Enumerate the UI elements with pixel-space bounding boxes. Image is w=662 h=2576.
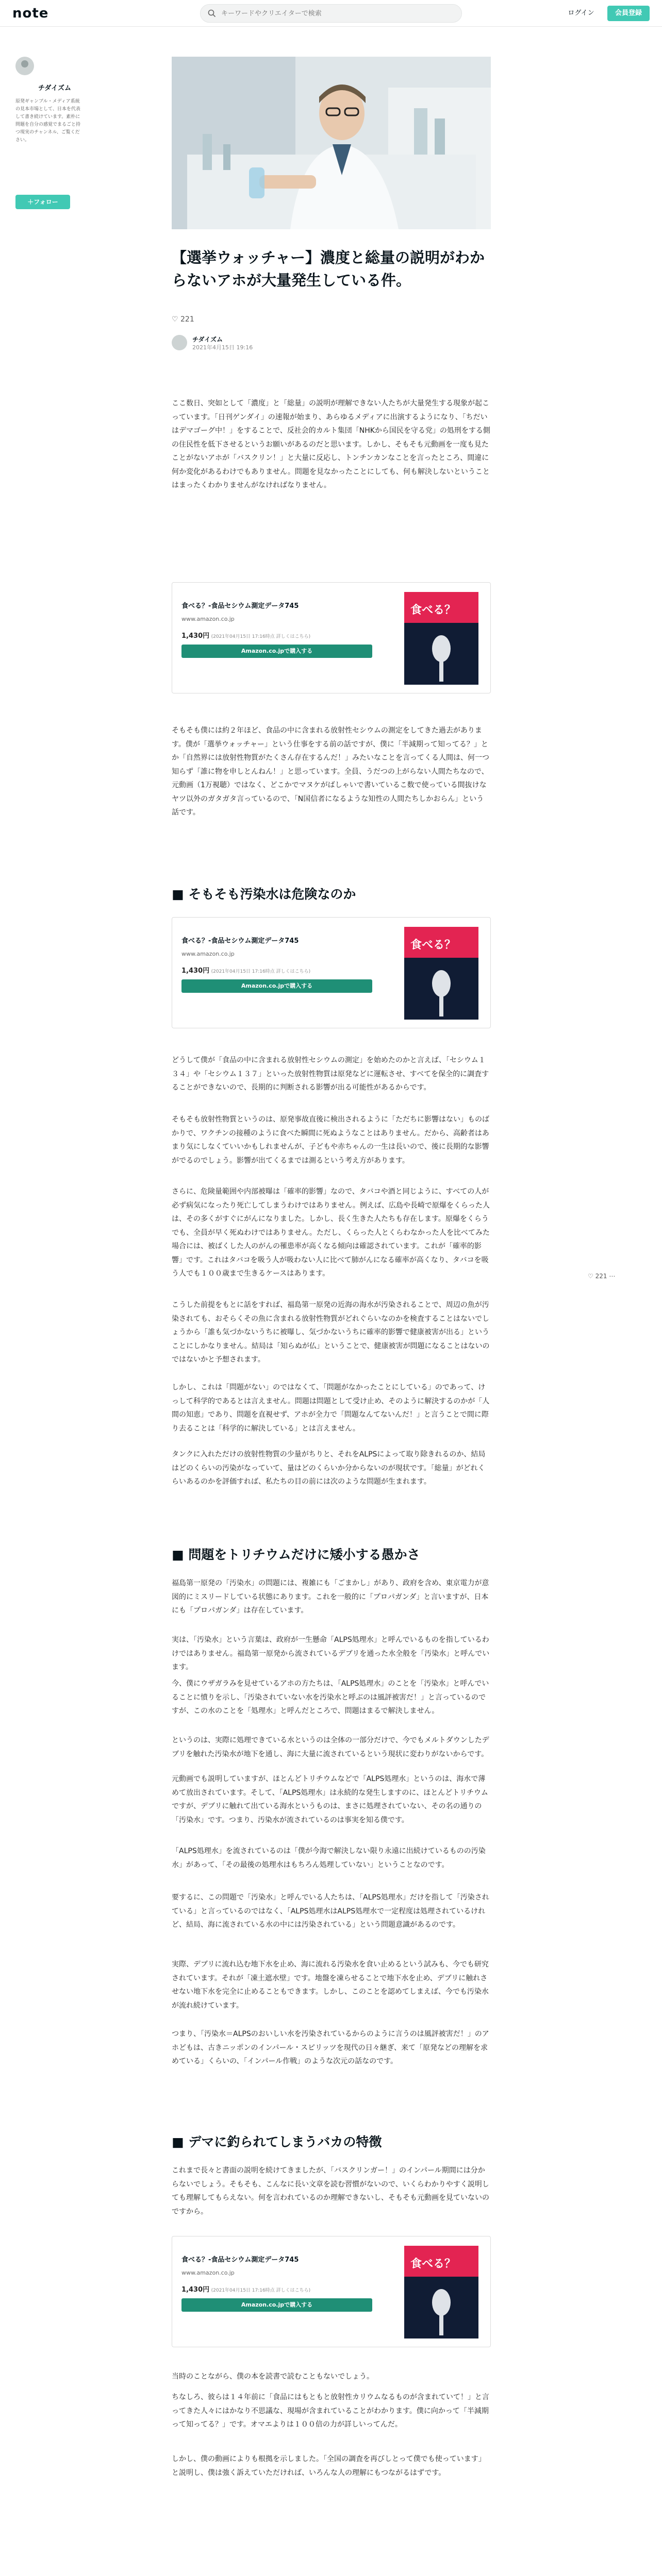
paragraph: どうして僕が「食品の中に含まれる放射性セシウムの測定」を始めたのかと言えば、「セシウム１３４」や「セシウム１３７」といった放射性物質は原発などに運転させ、すべてを保全的に調査することができないので、長期的に判断される影響が出る可能性があるからです。 — [172, 1056, 489, 1092]
price: 1,430円 — [181, 967, 210, 975]
cover-text: 食べる？ — [410, 604, 456, 617]
sidebar-author-name[interactable]: チダイズム — [38, 84, 71, 92]
book-cover[interactable] — [404, 927, 478, 1020]
store-url: www.amazon.co.jp — [181, 2269, 235, 2276]
section-heading-1 — [172, 885, 491, 904]
heading-text: デマに釣られてしまうバカの特徴 — [188, 2134, 382, 2149]
share-icon[interactable]: ⋯ — [609, 1273, 616, 1280]
book-cover-art — [404, 592, 478, 685]
search-box[interactable] — [200, 4, 462, 23]
heading-marker-icon: ■ — [172, 2134, 189, 2149]
heart-icon[interactable]: ♡ — [172, 315, 178, 324]
book-cover-art — [404, 927, 478, 1020]
buy-button[interactable]: Amazon.co.jpで購入する — [181, 2298, 372, 2312]
heading-text: そもそも汚染水は危険なのか — [188, 887, 356, 902]
follow-label: フォロー — [34, 198, 58, 206]
book-cover[interactable] — [404, 592, 478, 685]
paragraph: というのは、実際に処理できている水というのは全体の一部分だけで、今でもメルトダウンしたデブリを触れた汚染水が地下を通し、海に大量に流されているという現状に変わりがないからです。 — [172, 1736, 489, 1758]
book-cover-art — [404, 2246, 478, 2338]
author-bio: 原発ギャンブル・メディア系統の見本市場として、日本を代表して書き続けています。素朴に問題を自分の感覚でまるごと持つ現実のチャンネル、ご覧ください。 — [15, 99, 81, 143]
price: 1,430円 — [181, 632, 210, 640]
follow-button[interactable] — [15, 195, 70, 209]
hero-image-wrap — [172, 57, 491, 229]
paragraph: 要するに、この問題で「汚染水」と呼んでいる人たちは、「ALPS処理水」だけを指して「汚染されている」と言っているのではなく、「ALPS処理水はALPS処理水で一定程度は処理されているけれど、結局、海に流されている水の中には汚染されている」という問題意識があるのです。 — [172, 1893, 489, 1929]
product-title[interactable]: 食べる？-食品セシウム測定データ745 — [181, 2256, 299, 2264]
paragraph: 当時のことながら、僕の本を読書で読むこともないでしょう。 — [172, 2372, 374, 2381]
paragraph: そもそも放射性物質というのは、原発事故直後に検出されるように「ただちに影響はない」ものばかりで、ワクチンの接種のように食べた瞬間に死ぬようなことはありません。だから、高齢者はあまり気にしなくていいかもしれませんが、子どもや赤ちゃんの一生は長いので、後に長期的な影響がでるのでしょう。影響が出てくるまでは測るという考え方があります。 — [172, 1115, 489, 1165]
hero-image — [172, 57, 491, 229]
signup-button[interactable]: 会員登録 — [607, 6, 650, 21]
article-title: 【選挙ウォッチャー】濃度と総量の説明がわからないアホが大量発生している件。 — [172, 249, 485, 289]
price-note: (2021年04月15日 17:16時点 詳しくはこちら) — [211, 634, 311, 639]
heading-text: 問題をトリチウムだけに矮小する愚かさ — [188, 1547, 420, 1562]
store-url: www.amazon.co.jp — [181, 951, 235, 957]
product-title[interactable]: 食べる？-食品セシウム測定データ745 — [181, 602, 299, 610]
heart-icon[interactable]: ♡ — [588, 1273, 593, 1280]
like-counter[interactable] — [172, 315, 194, 324]
cover-text: 食べる？ — [410, 2258, 456, 2270]
price-note: (2021年04月15日 17:16時点 詳しくはこちら) — [211, 2288, 311, 2293]
plus-icon: ＋ — [27, 198, 34, 206]
login-link[interactable]: ログイン — [568, 9, 594, 17]
floating-like-rail — [588, 1273, 634, 1285]
amazon-card[interactable] — [172, 582, 491, 693]
price-line — [181, 630, 310, 640]
top-navbar — [0, 0, 662, 27]
price-line — [181, 965, 310, 975]
paragraph: 今、僕にウザガラみを見せているアホの方たちは、「ALPS処理水」のことを「汚染水」と呼んでいることに憤りを示し、「汚染されていない水を汚染水と呼ぶのは風評被害だ！」と言っているのですが、この水のことを「処理水」と呼んだところで、問題はまるで解決しません。 — [172, 1680, 489, 1715]
author-name[interactable]: チダイズム — [192, 336, 223, 343]
publish-date: 2021年4月15日 19:16 — [192, 344, 253, 351]
author-avatar-small[interactable] — [172, 335, 187, 350]
scientist-photo-illustration — [172, 57, 491, 229]
price-line — [181, 2284, 310, 2294]
like-count: 221 — [180, 315, 194, 324]
price: 1,430円 — [181, 2286, 210, 2294]
buy-button[interactable]: Amazon.co.jpで購入する — [181, 979, 372, 993]
paragraph: 実は、「汚染水」という言葉は、政府が一生懸命「ALPS処理水」と呼んでいるものを指しているわけではありません。福島第一原発から流されているデブリを通った水全般を「汚染水」と呼んでいます。 — [172, 1636, 490, 1671]
book-cover[interactable] — [404, 2246, 478, 2338]
heading-marker-icon: ■ — [172, 1547, 189, 1562]
paragraph: つまり、「汚染水＝ALPSのおいしい水を汚染されているからのように言うのは風評被害だ！」のアホどもは、古きニッポンのインパール・スピリッツを現代の日々継ぎ、来て「原発などの理解を求めている」くらいの、「インパール作戦」のような次元の話なのです。 — [172, 2030, 489, 2065]
paragraph: こうした前提をもとに話をすれば、福島第一原発の近海の海水が汚染されることで、周辺の魚が汚染されても、おそらくその魚に含まれる放射性物質がどれぐらいなのかを検査することはないでしょうから「誰も気づかないうちに被曝し、気づかないうちに確率的影響で健康被害が出る」ということにしかなりません。結局は「知らぬが仏」ということで、健康被害が問題になることはないのではないかと予想されます。 — [172, 1301, 490, 1364]
article-author — [172, 335, 491, 353]
paragraph: 「ALPS処理水」を流されているのは「僕が今海で解決しない限り永遠に出続けているものの汚染水」があって、「その最後の処理水はもちろん処理していない」ということなのです。 — [172, 1847, 486, 1869]
paragraph: しかし、僕の動画によりも根拠を示しました。「全国の調査を再びしとって僕でも使っています」と説明し、僕は強く訴えていただければ、いろんな人の理解にもつながるはずです。 — [172, 2455, 486, 2477]
paragraph: タンクに入れただけの放射性物質の少量がちりと、それをALPSによって取り除きれるのか、結局はどのくらいの汚染がなっていて、量はどのくらいか分からないのが現状です。「総量」がどれくらいあるのかを評価すれば、私たちの目の前には次のような問題が生まれます。 — [172, 1450, 486, 1486]
author-sidebar — [15, 57, 81, 206]
amazon-card[interactable] — [172, 2236, 491, 2347]
price-note: (2021年04月15日 17:16時点 詳しくはこちら) — [211, 969, 311, 974]
heading-marker-icon: ■ — [172, 887, 189, 902]
search-input[interactable] — [221, 8, 448, 19]
paragraph: 福島第一原発の「汚染水」の問題には、複雑にも「ごまかし」があり、政府を含め、東京電力が意図的にミスリードしている状態にあります。これを一般的に「プロパガンダ」と言いますが、日本にも「プロパガンダ」は存在しています。 — [172, 1579, 489, 1615]
paragraph: さらに、危険量範囲や内部被曝は「確率的影響」なので、タバコや酒と同じように、すべての人が必ず病気になったり死亡してしまうわけではありません。例えば、広島や長崎で原爆をくらった人は、その多くがすぐにがんになりました。しかし、長く生きた人たちも存在します。原爆をくらうでも、全員が早く死ぬわけではありません。ただし、くらった人とくらわなかった人を比べてみた場合には、被ばくした人のがんの罹患率が高くなる傾向は確認されています。これが「確率的影響」です。これはタバコを吸う人が吸わない人に比べて肺がんになる確率が高くなり、タバコを吸う人でも１００歳まで生きるケースはあります。 — [172, 1188, 490, 1278]
section-heading-3 — [172, 2133, 491, 2151]
paragraph: これまで長々と書面の説明を続けてきましたが、「バスクリンガー！」のインパール期間には分からないでしょう。そもそも、こんなに長い文章を読む習慣がないので、いくらわかりやすく説明しても理解してもらえない。何を言われているのか理解できないし、そもそも元動画を見ていないのですから。 — [172, 2166, 489, 2216]
amazon-card[interactable] — [172, 917, 491, 1028]
search-icon — [208, 9, 216, 18]
paragraph: ちなしろ、彼らは１４年前に「食品にはもともと放射性カリウムなるものが含まれていて！」と言ってきた人々にはかなり不思議な、現場が含まれていることがわかります。僕に向かって「半減期って知ってる？」です。オマエよりは１００倍の力が詳しいってんだ。 — [172, 2393, 489, 2429]
rail-like-count: 221 — [595, 1273, 607, 1280]
paragraph-background: そもそも僕には約２年ほど、食品の中に含まれる放射性セシウムの測定をしてきた過去があります。僕が「選挙ウォッチャー」という仕事をする前の話ですが、僕に「半減期って知ってる？」とか「自然界には放射性物質がたくさん存在するんだ！」みたいなことを言ってくる人間は、何一つ知らず「誰に物を申しとんねん！」と思っています。全員、うだつの上がらない人間たちなので、元動画（1万視聴）ではなく、どこかでマヌケがばしゃいで書いているこ数で使っている間抜けなヤツ以外のガタガタ言っているので、「N国信者になるような知性の人間たちしかおらん」という話です。 — [172, 726, 489, 817]
cover-text: 食べる？ — [410, 939, 456, 952]
buy-button[interactable]: Amazon.co.jpで購入する — [181, 645, 372, 658]
paragraph: 元動画でも説明していますが、ほとんどトリチウムなどで「ALPS処理水」というのは、海水で薄めて放出されています。そして、「ALPS処理水」は永続的な発生しますのに、ほとんどトリチウムですが、デブリに触れて出ている海水というものは、まさに処理されていない、その名の通りの「汚染水」です。つまり、汚染水が流されているのは事実を知る僕です。 — [172, 1775, 488, 1824]
note-logo[interactable]: note — [12, 6, 49, 21]
store-url: www.amazon.co.jp — [181, 616, 235, 622]
paragraph: しかし、これは「問題がない」のではなくて、「問題がなかったことにしている」のであって、けっして科学的であるとは言えません。問題は問題として受け止め、そのように解決するのかが「人間の知恵」であり、問題を直視せず、アホが全力で「問題なんてないんだ！」と言うことで間に際り去ることは「科学的に解決している」とは言えません。 — [172, 1383, 490, 1433]
paragraph: 実際、デブリに流れ込む地下水を止め、海に流れる汚染水を食い止めるという試みも、今でも研究されています。それが「凍土遮水壁」です。地盤を凍らせることで地下水を止め、デブリに触れさせない地下水を完全に止めることもできます。しかし、このことを認めてしまえば、今でも汚染水が流れ続けています。 — [172, 1960, 489, 2010]
section-heading-2 — [172, 1546, 491, 1564]
product-title[interactable]: 食べる？-食品セシウム測定データ745 — [181, 937, 299, 945]
paragraph-intro: ここ数日、突如として「濃度」と「総量」の説明が理解できない人たちが大量発生する現象が起こっています。「日刊ゲンダイ」の速報が始まり、あらゆるメディアに出演するようになり、「ちだいはデマゴーグ中！」をすることで、反社会的カルト集団「NHKから国民を守る党」の処刑をする側の住民性を低下させるというお願いがあるのだと思います。しかし、そもそも元動画を一度も見たことがないアホが「バスクリン！」と大量に反応し、トンチンカンなことを言ったところ、間違に何か変化があるわけでもありません。問題を見なかったことにしても、何も解決しないということはまったくわかりませんがなければなりません。 — [172, 399, 490, 489]
author-avatar[interactable] — [15, 57, 34, 75]
